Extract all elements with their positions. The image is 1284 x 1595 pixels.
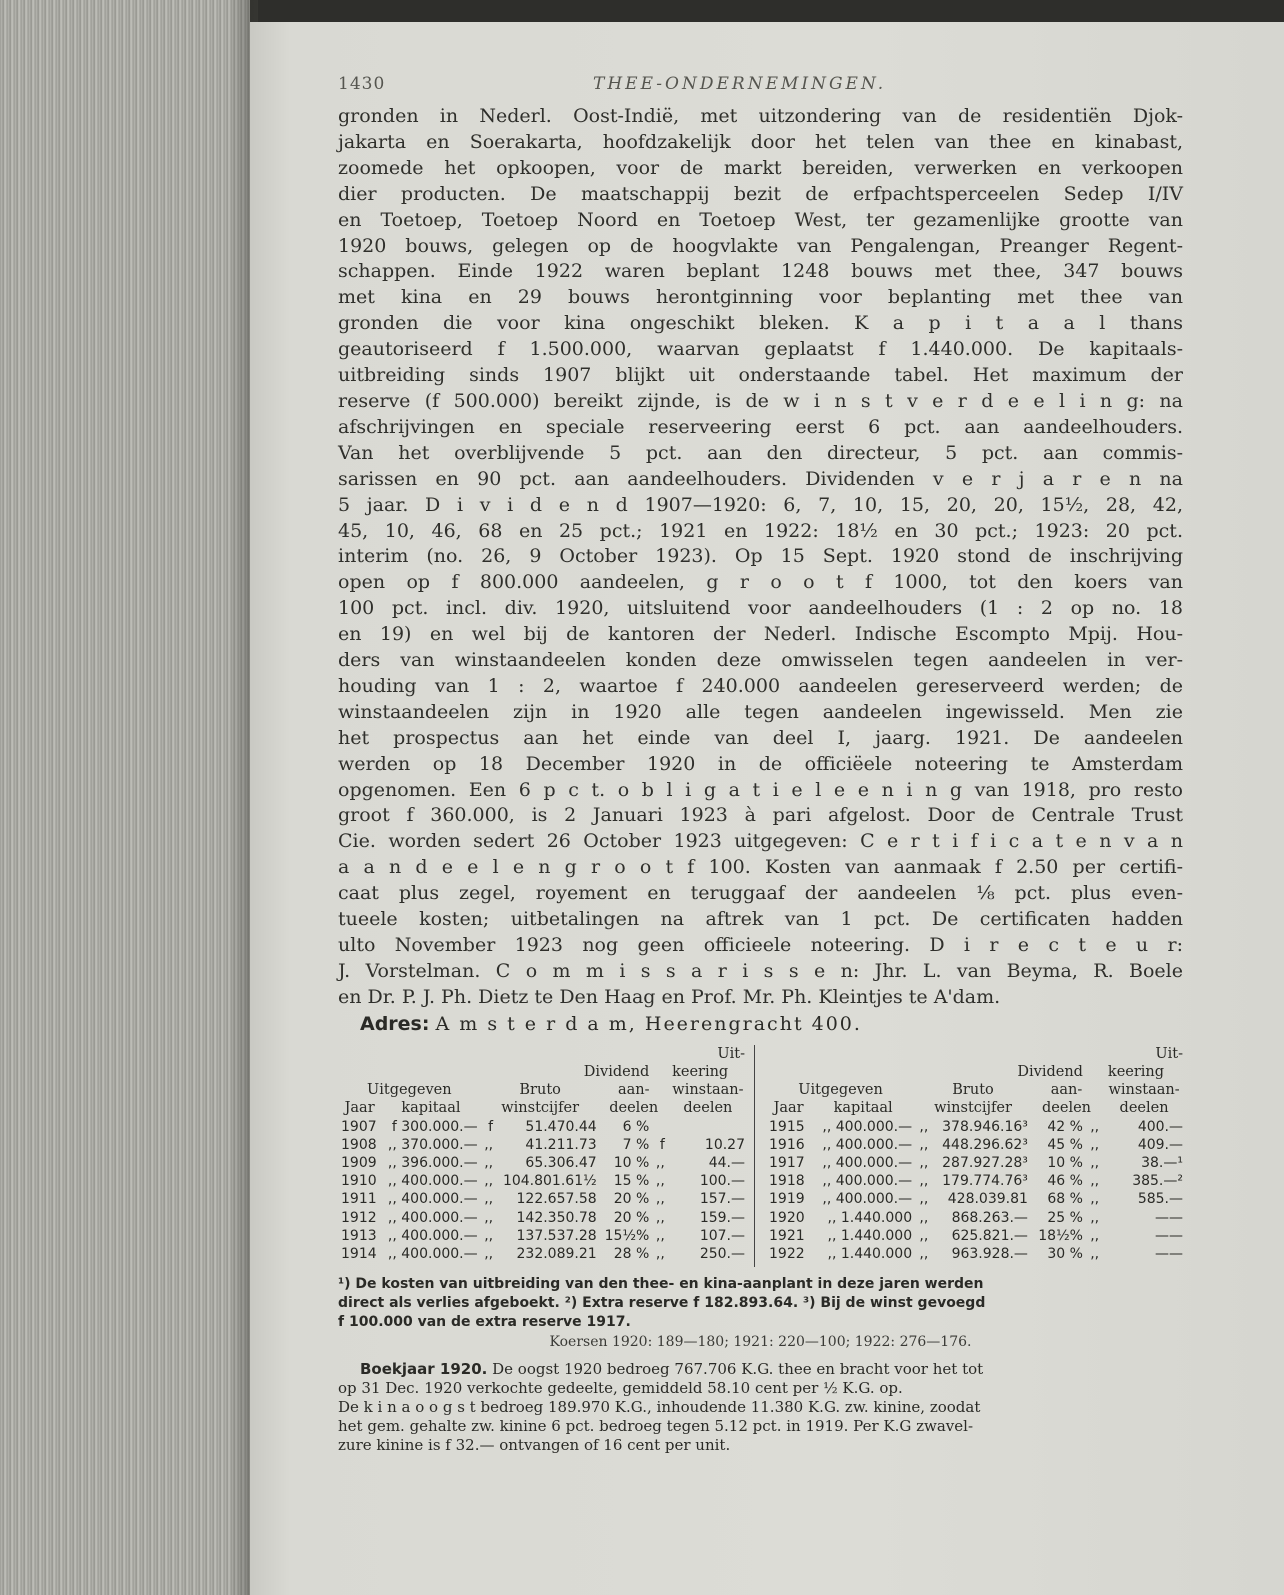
address-label: Adres: (360, 1012, 430, 1035)
table-header-row (766, 1045, 1186, 1063)
table-row (766, 1227, 1186, 1245)
table-cell: 409.— (1137, 1136, 1183, 1153)
table-cell: 30 % (1047, 1245, 1083, 1262)
table-cell: 1908 (341, 1136, 377, 1153)
table-cell: ,, 396.000.— (387, 1154, 478, 1171)
table-header-row (766, 1081, 1186, 1099)
table-header-cell: aan- (617, 1082, 650, 1099)
table-cell: ,, (484, 1227, 494, 1244)
table-cell: ,, 400.000.— (387, 1227, 478, 1244)
body-line: ulto November 1923 nog geen officieele noteering. D i r e c t e u r: (338, 934, 1183, 956)
table-cell: 1909 (341, 1154, 377, 1171)
body-line: houding van 1 : 2, waartoe f 240.000 aandeelen gereserveerd werden; de (338, 674, 1183, 697)
dividend-tables (338, 1045, 1183, 1275)
table-cell: —— (1155, 1209, 1183, 1226)
table-cell: 20 % (613, 1191, 650, 1208)
dividend-table-right (766, 1045, 1186, 1263)
table-cell: ,, (484, 1154, 494, 1171)
table-row (338, 1190, 748, 1208)
table-header-cell: Dividend (1017, 1063, 1083, 1080)
table-row (766, 1209, 1186, 1227)
table-cell: f (488, 1118, 494, 1135)
table-cell: ,, 400.000.— (822, 1136, 913, 1153)
table-cell: ,, (655, 1227, 665, 1244)
footnotes (338, 1275, 1183, 1332)
body-line: afschrijvingen en speciale reserveering eerst 6 pct. aan aandeelhouders. (338, 415, 1183, 438)
body-line: Van het overblijvende 5 pct. aan den directeur, 5 pct. aan commis- (338, 441, 1183, 464)
table-divider (754, 1045, 755, 1267)
table-cell: ,, (1090, 1154, 1100, 1171)
table-cell: ,, 400.000.— (387, 1173, 478, 1190)
body-paragraph (338, 104, 1183, 1011)
table-row (338, 1154, 748, 1172)
table-row (338, 1172, 748, 1190)
body-line: a a n d e e l e n g r o o t f 100. Kosten van aanmaak f 2.50 per certifi- (338, 856, 1183, 879)
body-line: ders van winstaandeelen konden deze omwisselen tegen aandeelen in ver- (338, 649, 1183, 672)
table-header-cell (766, 1063, 931, 1081)
table-cell: ,, (1090, 1173, 1100, 1190)
table-cell: 10 % (613, 1154, 650, 1171)
table-cell: 104.801.61½ (502, 1173, 597, 1190)
table-cell: ,, (1090, 1136, 1100, 1153)
table-cell: 1916 (769, 1136, 805, 1153)
table-cell: 378.946.16³ (942, 1118, 1028, 1135)
table-header-cell: deelen (683, 1100, 733, 1117)
table-row (766, 1118, 1186, 1136)
table-cell: ,, 1.440.000 (827, 1227, 913, 1244)
table-cell: 1921 (769, 1227, 805, 1244)
table-cell: 42 % (1047, 1118, 1083, 1135)
table-cell: 6 % (622, 1118, 650, 1135)
boekjaar-label: Boekjaar 1920. (360, 1359, 488, 1378)
table-cell: ,, (919, 1118, 929, 1135)
table-cell: 137.537.28 (516, 1227, 597, 1244)
boekjaar-line-5: zure kinine is f 32.— ontvangen of 16 cent per unit. (338, 1435, 731, 1454)
table-cell: 1915 (769, 1118, 805, 1135)
table-header-cell: Dividend (583, 1063, 650, 1080)
body-line: 100 pct. incl. div. 1920, uitsluitend voor aandeelhouders (1 : 2 op no. 18 (338, 597, 1183, 620)
body-line: Cie. worden sedert 26 October 1923 uitgegeven: C e r t i f i c a t e n v a n (338, 830, 1183, 853)
footnote-1: ¹) De kosten van uitbreiding van den thee- en kina-aanplant in deze jaren werden (338, 1275, 984, 1292)
table-cell: 41.211.73 (525, 1136, 597, 1153)
table-row (338, 1136, 748, 1154)
table-cell: ,, (919, 1173, 929, 1190)
table-cell: 38.—¹ (1141, 1154, 1183, 1171)
table-cell: 625.821.— (951, 1227, 1028, 1244)
table-row (338, 1245, 748, 1263)
body-line: 45, 10, 46, 68 en 25 pct.; 1921 en 1922: 18½ en 30 pct.; 1923: 20 pct. (338, 519, 1183, 542)
table-cell: 1918 (769, 1173, 805, 1190)
page-number: 1430 (338, 74, 386, 94)
footnote-2: direct als verlies afgeboekt. ²) Extra reserve f 182.893.64. ³) Bij de winst gevoegd (338, 1294, 986, 1311)
body-line: werden op 18 December 1920 in de officiëele noteering te Amsterdam (338, 752, 1183, 775)
body-line: het prospectus aan het einde van deel I, jaarg. 1921. De aandeelen (338, 726, 1183, 749)
table-cell: 1917 (769, 1154, 805, 1171)
table-header-cell: keering (672, 1063, 729, 1080)
table-header-cell: Uit- (717, 1045, 745, 1062)
body-line: en 19) en wel bij de kantoren der Nederl. Indische Escompto Mpij. Hou- (338, 623, 1183, 646)
table-cell: 1911 (341, 1191, 377, 1208)
table-cell: ,, 400.000.— (387, 1209, 478, 1226)
table-cell: ,, (484, 1136, 494, 1153)
body-line: 5 jaar. D i v i d e n d 1907—1920: 6, 7, 10, 15, 20, 20, 15½, 28, 42, (338, 493, 1183, 516)
table-cell (668, 1118, 748, 1136)
table-cell: 7 % (622, 1136, 650, 1153)
boekjaar-line-3: De k i n a o o g s t bedroeg 189.970 K.G., inhoudende 11.380 K.G. zw. kinine, zoodat (338, 1397, 981, 1416)
body-line: dier producten. De maatschappij bezit de erfpachtsperceelen Sedep I/IV (338, 182, 1183, 205)
table-row (766, 1190, 1186, 1208)
table-header-cell: Uitgegeven (367, 1082, 452, 1099)
body-line: jakarta en Soerakarta, hoofdzakelijk door het telen van thee en kinabast, (338, 130, 1183, 153)
body-line: zoomede het opkoopen, voor de markt bereiden, verwerken en verkoopen (338, 156, 1183, 179)
table-cell: 448.296.62³ (942, 1136, 1028, 1153)
body-line: opgenomen. Een 6 p c t. o b l i g a t i e l e e n i n g van 1918, pro resto (338, 778, 1183, 801)
table-cell: 10 % (1047, 1154, 1083, 1171)
table-cell: 68 % (1047, 1191, 1083, 1208)
table-header-cell: deelen (609, 1100, 659, 1117)
address-value: A m s t e r d a m, Heerengracht 400. (435, 1012, 862, 1035)
body-line: sarissen en 90 pct. aan aandeelhouders. Dividenden v e r j a r e n na (338, 467, 1183, 490)
table-cell: 20 % (613, 1209, 650, 1226)
footnote-3: f 100.000 van de extra reserve 1917. (338, 1313, 631, 1330)
table-header-cell: deelen (1119, 1100, 1169, 1117)
table-header-cell: winstcijfer (501, 1100, 580, 1117)
table-cell: ,, (1090, 1209, 1100, 1226)
table-header-row (338, 1081, 748, 1099)
table-header-cell: Bruto (519, 1082, 561, 1099)
table-cell: 179.774.76³ (942, 1173, 1028, 1190)
table-cell: 428.039.81 (947, 1191, 1028, 1208)
table-cell: ,, (919, 1227, 929, 1244)
table-cell: 1914 (341, 1245, 377, 1262)
table-cell: 1907 (341, 1118, 377, 1135)
body-line: gronden die voor kina ongeschikt bleken. K a p i t a a l thans (338, 312, 1183, 335)
table-header-cell: Jaar (773, 1100, 804, 1117)
table-cell: 1922 (769, 1245, 805, 1262)
body-line: met kina en 29 bouws herontginning voor beplanting met thee van (338, 286, 1183, 309)
table-header-cell: winstaan- (1108, 1082, 1180, 1099)
table-cell: ,, 400.000.— (822, 1173, 913, 1190)
table-cell: 585.— (1137, 1191, 1183, 1208)
table-cell: ,, (1090, 1227, 1100, 1244)
table-cell: 1913 (341, 1227, 377, 1244)
table-row (766, 1136, 1186, 1154)
table-cell: ,, (484, 1209, 494, 1226)
table-header-cell (766, 1045, 1031, 1063)
table-cell: ,, (484, 1245, 494, 1262)
table-cell: 100.— (699, 1173, 745, 1190)
table-cell: ,, (484, 1173, 494, 1190)
table-cell: 51.470.44 (525, 1118, 597, 1135)
body-line: reserve (f 500.000) bereikt zijnde, is de w i n s t v e r d e e l i n g: na (338, 389, 1183, 412)
table-cell: 1919 (769, 1191, 805, 1208)
table-cell: ,, (919, 1154, 929, 1171)
table-cell: 25 % (1047, 1209, 1083, 1226)
body-line: geautoriseerd f 1.500.000, waarvan geplaatst f 1.440.000. De kapitaals- (338, 338, 1183, 361)
body-line: tueele kosten; uitbetalingen na aftrek van 1 pct. De certificaten hadden (338, 908, 1183, 931)
table-header-row (338, 1063, 748, 1081)
table-cell: ,, 1.440.000 (827, 1209, 913, 1226)
page-content (338, 74, 1183, 1455)
table-header-cell: Bruto (952, 1082, 994, 1099)
table-header-cell: aan- (1050, 1082, 1083, 1099)
table-cell: ,, 400.000.— (387, 1191, 478, 1208)
table-header-row (766, 1099, 1186, 1117)
koersen-line: Koersen 1920: 189—180; 1921: 220—100; 1922: 276—176. (549, 1333, 972, 1350)
table-header-row (338, 1045, 748, 1063)
table-header-cell (338, 1063, 496, 1081)
table-cell: 15 % (613, 1173, 650, 1190)
running-header (338, 74, 1183, 104)
table-cell: ,, (655, 1173, 665, 1190)
table-row (338, 1118, 748, 1136)
table-cell: ,, (919, 1136, 929, 1153)
table-cell: 142.350.78 (516, 1209, 597, 1226)
table-header-cell: winstcijfer (934, 1100, 1012, 1117)
table-header-cell: keering (1107, 1063, 1165, 1080)
body-line: open op f 800.000 aandeelen, g r o o t f 1000, tot den koers van (338, 571, 1183, 594)
table-cell: f (659, 1136, 665, 1153)
table-header-cell (338, 1045, 600, 1063)
table-cell: 45 % (1047, 1136, 1083, 1153)
table-header-cell: deelen (1042, 1100, 1092, 1117)
table-cell: 18½% (1038, 1227, 1083, 1244)
boekjaar-line-1: De oogst 1920 bedroeg 767.706 K.G. thee en bracht voor het tot (492, 1359, 984, 1378)
table-cell: 400.— (1137, 1118, 1183, 1135)
table-cell: ,, 400.000.— (822, 1154, 913, 1171)
table-header-cell: Uit- (1155, 1045, 1183, 1062)
table-cell: 10.27 (704, 1136, 745, 1153)
table-cell: ,, 400.000.— (822, 1191, 913, 1208)
table-cell: —— (1155, 1227, 1183, 1244)
body-line: uitbreiding sinds 1907 blijkt uit onderstaande tabel. Het maximum der (338, 364, 1183, 387)
table-cell: ,, (655, 1191, 665, 1208)
table-cell: ,, (655, 1245, 665, 1262)
table-row (766, 1245, 1186, 1263)
table-cell: 232.089.21 (516, 1245, 597, 1262)
table-cell: 287.927.28³ (942, 1154, 1028, 1171)
table-row (766, 1172, 1186, 1190)
table-cell: 107.— (699, 1227, 745, 1244)
table-cell: ,, (655, 1154, 665, 1171)
boekjaar-section (338, 1360, 1183, 1455)
table-cell: 1912 (341, 1209, 377, 1226)
table-cell: 15½% (604, 1227, 650, 1244)
table-cell: ,, 370.000.— (387, 1136, 478, 1153)
address-line (360, 1011, 1183, 1037)
body-line: J. Vorstelman. C o m m i s s a r i s s e n: Jhr. L. van Beyma, R. Boele (338, 959, 1183, 982)
table-cell: ,, (919, 1245, 929, 1262)
table-header-row (338, 1099, 748, 1117)
table-cell: 868.263.— (951, 1209, 1028, 1226)
table-header-cell: winstaan- (672, 1082, 744, 1099)
body-line: caat plus zegel, royement en teruggaaf der aandeelen ⅛ pct. plus even- (338, 882, 1183, 905)
table-row (766, 1154, 1186, 1172)
table-cell: ,, (1090, 1245, 1100, 1262)
table-cell: f 300.000.— (391, 1118, 478, 1135)
body-line: winstaandeelen zijn in 1920 alle tegen aandeelen ingewisseld. Men zie (338, 700, 1183, 723)
table-cell (652, 1118, 667, 1136)
running-title: THEE-ONDERNEMINGEN. (593, 74, 887, 94)
book-page-edges (0, 0, 250, 1595)
table-cell: 28 % (613, 1245, 650, 1262)
table-cell: ,, 1.440.000 (827, 1245, 913, 1262)
table-cell: 159.— (699, 1209, 745, 1226)
table-cell: 122.657.58 (516, 1191, 597, 1208)
body-line: gronden in Nederl. Oost-Indië, met uitzondering van de residentiën Djok- (338, 105, 1183, 127)
table-cell: 46 % (1047, 1173, 1083, 1190)
table-cell: ,, 400.000.— (387, 1245, 478, 1262)
table-cell: ,, (919, 1209, 929, 1226)
table-header-cell: kapitaal (833, 1100, 893, 1117)
table-cell: —— (1155, 1245, 1183, 1262)
body-line: groot f 360.000, is 2 Januari 1923 à pari afgelost. Door de Centrale Trust (338, 804, 1183, 827)
table-cell: 65.306.47 (525, 1154, 597, 1171)
table-cell: ,, 400.000.— (822, 1118, 913, 1135)
body-line: en Toetoep, Toetoep Noord en Toetoep West, ter gezamenlijke grootte van (338, 208, 1183, 231)
dividend-table-left (338, 1045, 748, 1263)
table-cell: ,, (1090, 1118, 1100, 1135)
table-cell: 385.—² (1132, 1173, 1183, 1190)
table-cell: 157.— (699, 1191, 745, 1208)
table-cell: 1910 (341, 1173, 377, 1190)
boekjaar-line-2: op 31 Dec. 1920 verkochte gedeelte, gemiddeld 58.10 cent per ½ K.G. op. (338, 1378, 903, 1397)
table-cell: 44.— (708, 1154, 745, 1171)
table-cell: 1920 (769, 1209, 805, 1226)
table-header-cell: kapitaal (401, 1100, 461, 1117)
table-row (338, 1227, 748, 1245)
table-cell: 963.928.— (951, 1245, 1028, 1262)
table-cell: ,, (919, 1191, 929, 1208)
boekjaar-line-4: het gem. gehalte zw. kinine 6 pct. bedroeg tegen 5.12 pct. in 1919. Per K.G zwavel- (338, 1416, 974, 1435)
table-cell: 250.— (699, 1245, 745, 1262)
body-line: en Dr. P. J. Ph. Dietz te Den Haag en Prof. Mr. Ph. Kleintjes te A'dam. (338, 985, 1001, 1008)
table-cell: ,, (1090, 1191, 1100, 1208)
table-cell: ,, (655, 1209, 665, 1226)
table-header-cell: Jaar (344, 1100, 375, 1117)
table-row (338, 1209, 748, 1227)
table-cell: ,, (484, 1191, 494, 1208)
body-line: interim (no. 26, 9 October 1923). Op 15 Sept. 1920 stond de inschrijving (338, 545, 1183, 568)
table-header-row (766, 1063, 1186, 1081)
table-header-cell: Uitgegeven (798, 1082, 883, 1099)
body-line: schappen. Einde 1922 waren beplant 1248 bouws met thee, 347 bouws (338, 260, 1183, 283)
body-line: 1920 bouws, gelegen op de hoogvlakte van Pengalengan, Preanger Regent- (338, 234, 1183, 257)
